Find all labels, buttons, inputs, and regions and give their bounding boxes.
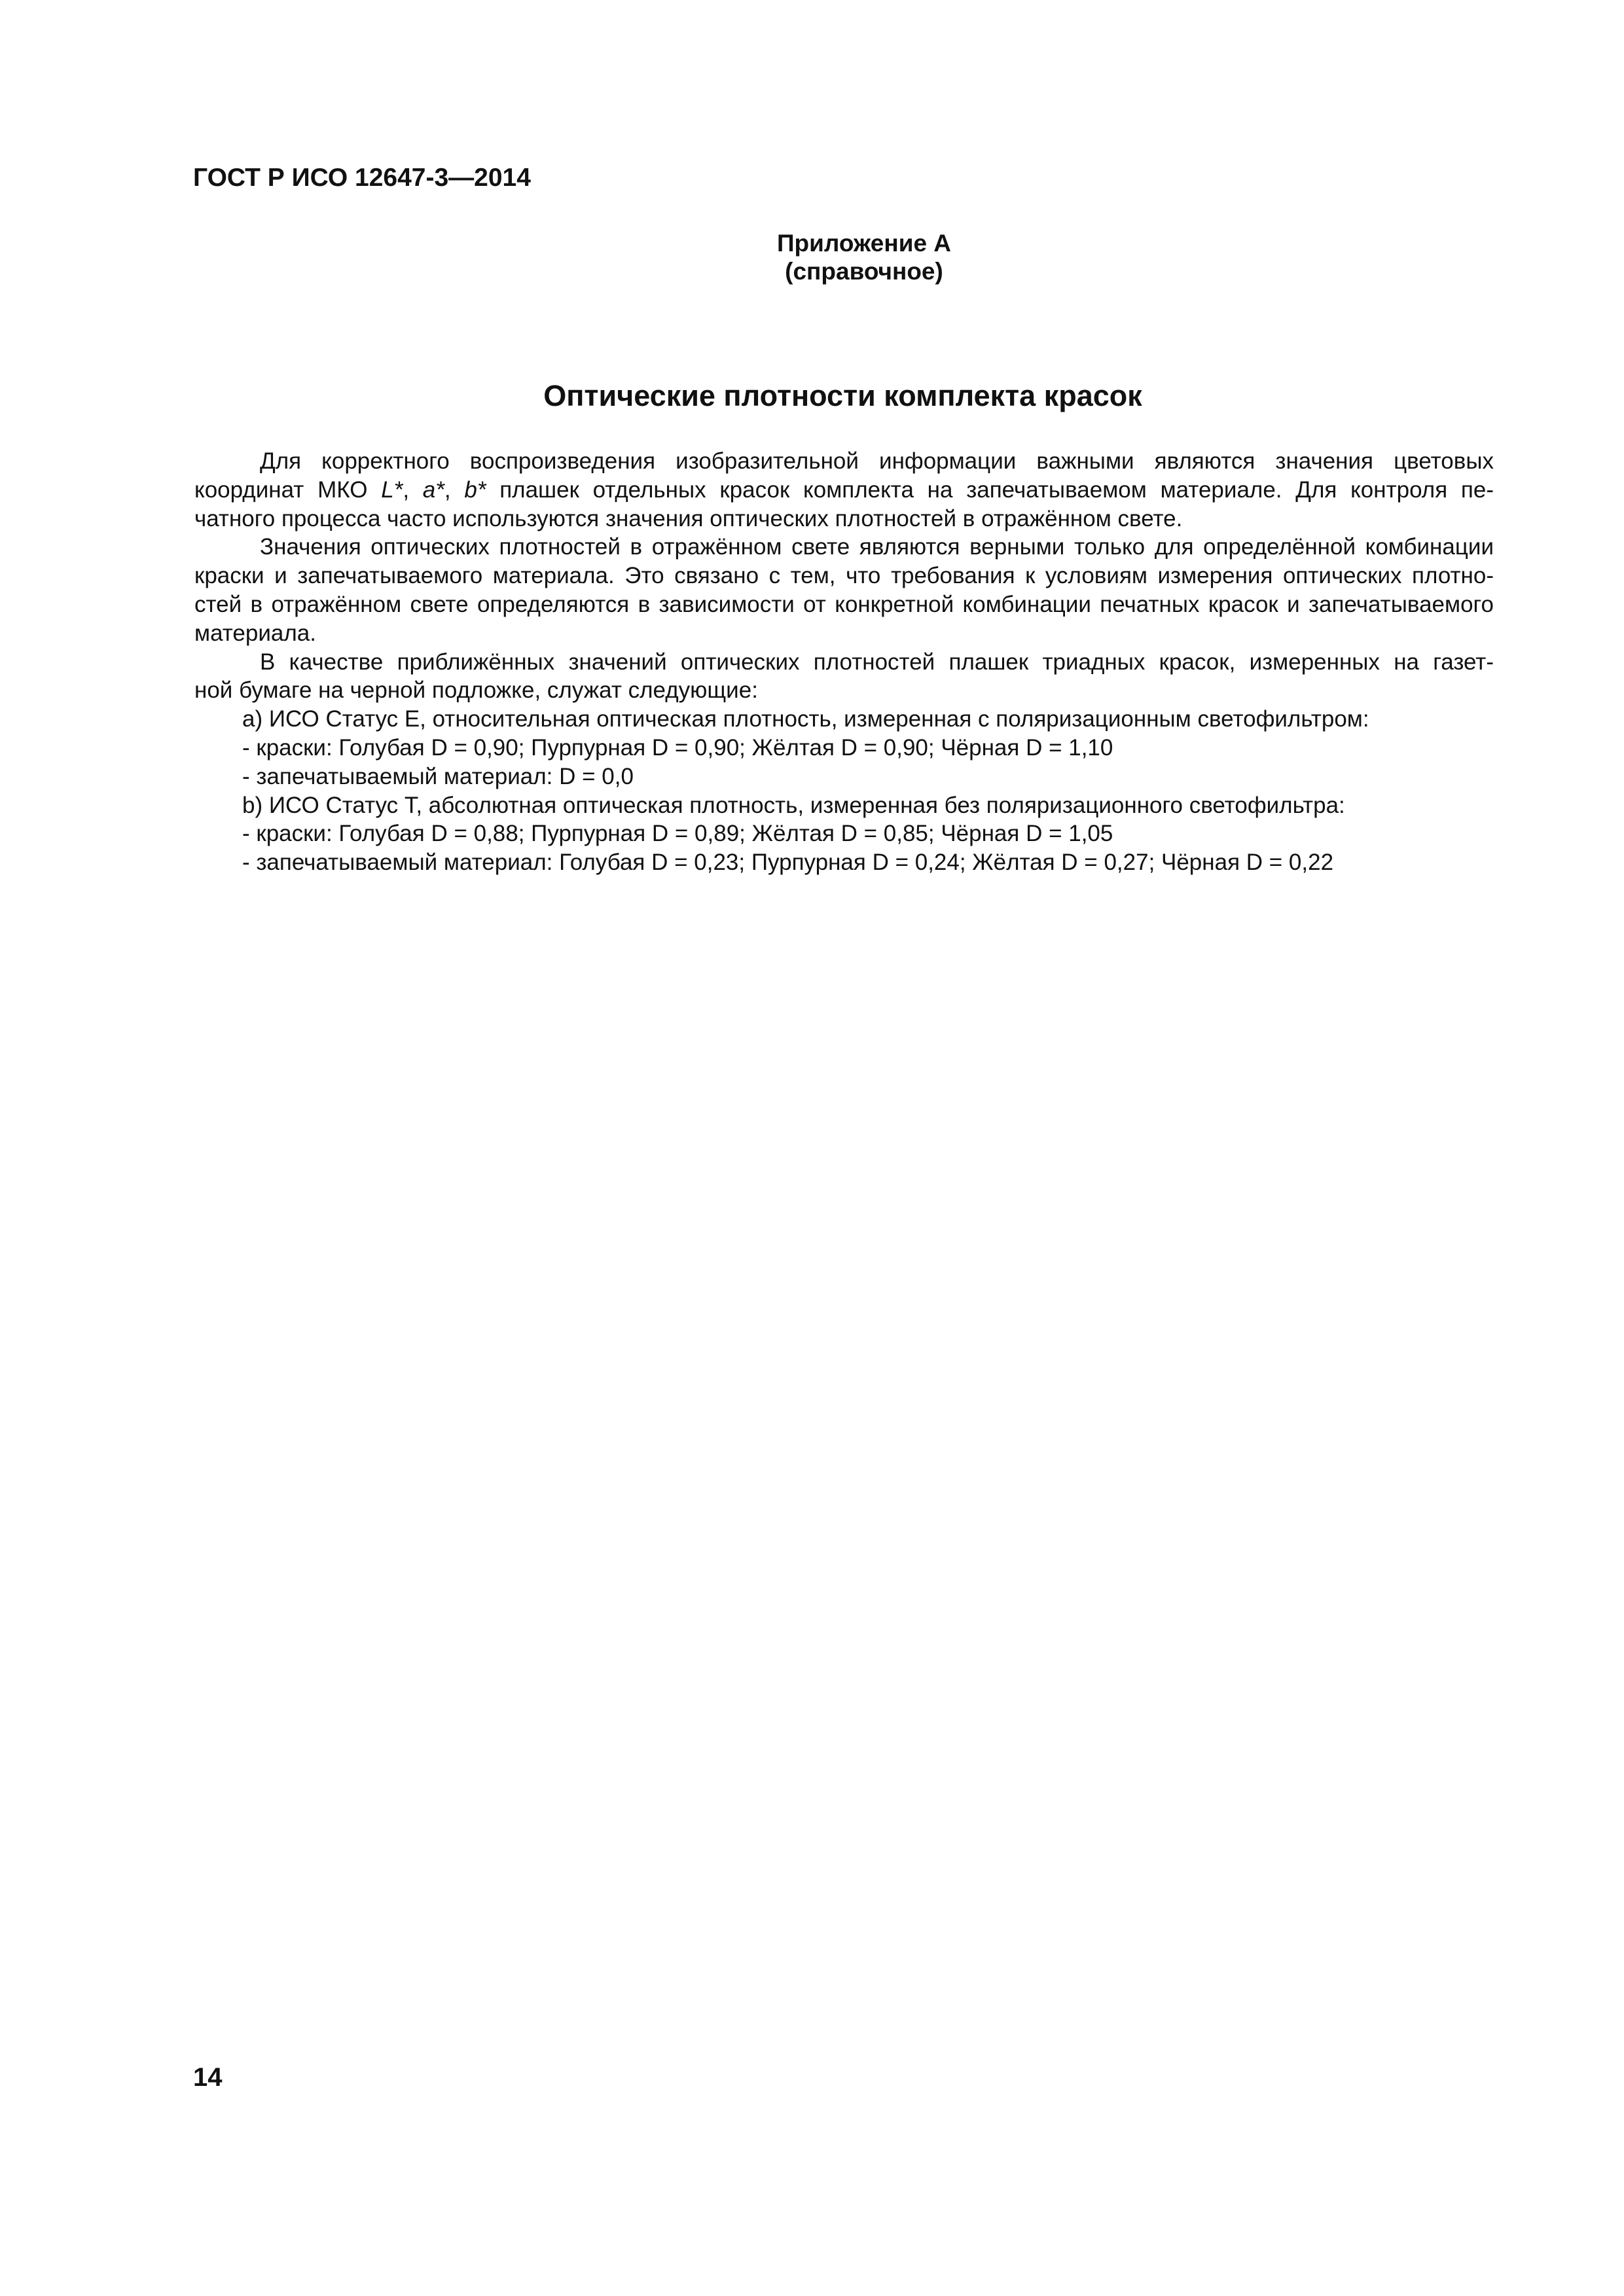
text-span: координат МКО (194, 476, 382, 503)
text-span: , (444, 476, 465, 503)
paragraph-line: ной бумаге на черной подложке, служат следующие: (194, 677, 758, 704)
list-item-b-inks: - краски: Голубая D = 0,88; Пурпурная D = 0,89; Жёлтая D = 0,85; Чёрная D = 1,05 (242, 821, 1113, 847)
paragraph-line: краски и запечатываемого материала. Это связано с тем, что требования к условиям измерения оптических плотно- (194, 563, 1494, 589)
annex-heading (655, 229, 1074, 285)
status-list (194, 705, 1494, 877)
variable-b: b* (464, 476, 486, 503)
paragraph-line: чатного процесса часто используются значения оптических плотностей в отражённом свете. (194, 505, 1183, 531)
text-span: плашек отдельных красок комплекта на запечатываемом материале. Для контроля пе- (486, 476, 1494, 503)
paragraph-2 (194, 533, 1494, 647)
paragraph-line (194, 476, 1494, 505)
paragraph-line: В качестве приближённых значений оптических плотностей плашек триадных красок, измеренных на газет- (260, 649, 1494, 675)
paragraph-line: Значения оптических плотностей в отражённом свете являются верными только для определённой комбинации (260, 534, 1494, 560)
text-span: , (403, 476, 423, 503)
body-text (194, 447, 1494, 877)
paragraph-line: материала. (194, 620, 316, 646)
paragraph-1 (194, 447, 1494, 533)
list-item-b-substrate: - запечатываемый материал: Голубая D = 0,23; Пурпурная D = 0,24; Жёлтая D = 0,27; Чёрная D = 0,22 (242, 850, 1334, 876)
paragraph-3 (194, 648, 1494, 706)
annex-label: Приложение А (776, 230, 952, 257)
annex-type: (справочное) (785, 258, 943, 285)
list-item-a-heading: а) ИСО Статус Е, относительная оптическая плотность, измеренная с поляризационным светофильтром: (242, 706, 1369, 732)
list-item-b-heading: b) ИСО Статус Т, абсолютная оптическая плотность, измеренная без поляризационного светофильтра: (242, 792, 1345, 818)
page-title: Оптические плотности комплекта красок (543, 379, 1142, 412)
document-code: ГОСТ Р ИСО 12647-3—2014 (193, 164, 531, 192)
variable-a: a* (422, 476, 444, 503)
paragraph-line: стей в отражённом свете определяются в зависимости от конкретной комбинации печатных красок и запечатываемого (194, 591, 1494, 617)
list-item-a-substrate: - запечатываемый материал: D = 0,0 (242, 763, 634, 789)
list-item-a-inks: - краски: Голубая D = 0,90; Пурпурная D = 0,90; Жёлтая D = 0,90; Чёрная D = 1,10 (242, 734, 1113, 761)
page-number: 14 (193, 2063, 223, 2092)
paragraph-line: Для корректного воспроизведения изобразительной информации важными являются значения цветовых (260, 448, 1494, 474)
variable-l: L* (381, 476, 403, 503)
